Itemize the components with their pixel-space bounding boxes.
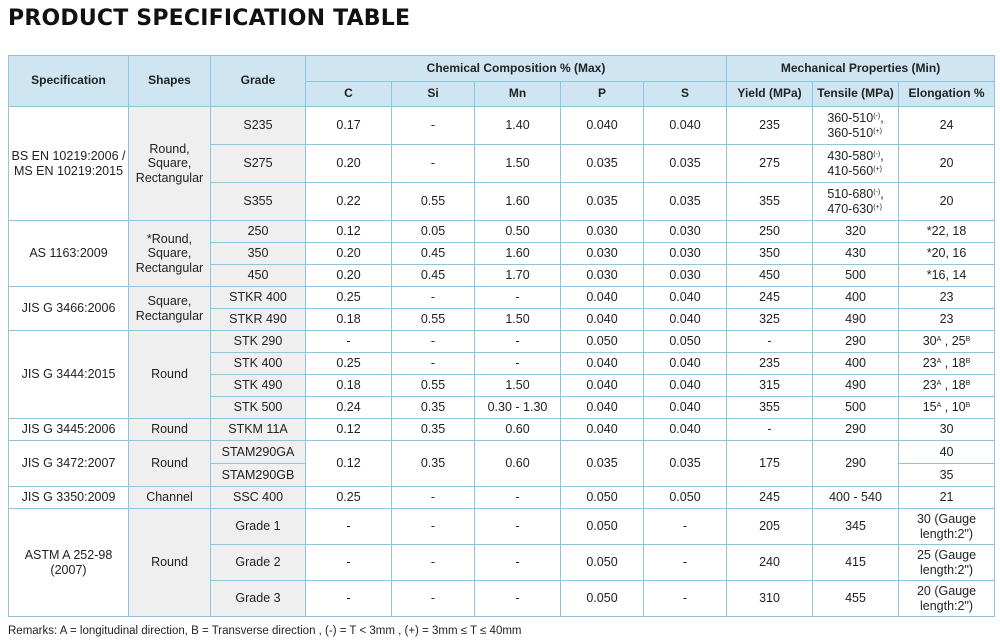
header-yield: Yield (MPa) [727, 82, 813, 107]
header-si: Si [392, 82, 475, 107]
header-s: S [644, 82, 727, 107]
mn-cell: 0.50 [475, 221, 561, 243]
table-row [9, 419, 995, 441]
c-cell: 0.20 [306, 265, 392, 287]
c-cell: - [306, 509, 392, 545]
p-cell: 0.035 [561, 441, 644, 487]
p-cell: 0.040 [561, 375, 644, 397]
tensile-cell: 360-510(-), 360-510(+) [813, 107, 899, 145]
s-cell: 0.035 [644, 183, 727, 221]
si-cell: - [392, 353, 475, 375]
header-elongation: Elongation % [899, 82, 995, 107]
spec-cell: AS 1163:2009 [9, 221, 129, 287]
s-cell: - [644, 509, 727, 545]
elongation-cell: 30 [899, 419, 995, 441]
yield-cell: 325 [727, 309, 813, 331]
p-cell: 0.035 [561, 183, 644, 221]
shape-cell: Channel [129, 487, 211, 509]
spec-cell: JIS G 3466:2006 [9, 287, 129, 331]
remarks-text: Remarks: A = longitudinal direction, B = Transverse direction , (-) = T < 3mm , (+) = 3mm ≤ T ≤ 40mm [8, 625, 522, 637]
spec-cell: ASTM A 252-98 (2007) [9, 509, 129, 617]
c-cell: 0.25 [306, 287, 392, 309]
mn-cell: 1.50 [475, 309, 561, 331]
elongation-cell: $23^A$ , $18^B$ [899, 353, 995, 375]
grade-cell: STKM 11A [211, 419, 306, 441]
si-cell: 0.35 [392, 419, 475, 441]
tensile-cell: 500 [813, 265, 899, 287]
grade-cell: 250 [211, 221, 306, 243]
mn-cell: 1.50 [475, 375, 561, 397]
yield-cell: 175 [727, 441, 813, 487]
s-cell: 0.035 [644, 441, 727, 487]
si-cell: - [392, 331, 475, 353]
mn-cell: 1.50 [475, 145, 561, 183]
table-row [9, 509, 995, 545]
yield-cell: 350 [727, 243, 813, 265]
elongation-cell: $30^A$ , $25^B$ [899, 331, 995, 353]
si-cell: 0.55 [392, 375, 475, 397]
yield-cell: 355 [727, 397, 813, 419]
s-cell: 0.050 [644, 331, 727, 353]
yield-cell: 310 [727, 581, 813, 617]
elongation-cell: 40 [899, 441, 995, 464]
p-cell: 0.030 [561, 265, 644, 287]
si-cell: 0.55 [392, 183, 475, 221]
yield-cell: - [727, 419, 813, 441]
spec-cell: JIS G 3472:2007 [9, 441, 129, 487]
spec-cell: BS EN 10219:2006 / MS EN 10219:2015 [9, 107, 129, 221]
mn-cell: 1.40 [475, 107, 561, 145]
mn-cell: - [475, 545, 561, 581]
c-cell: - [306, 545, 392, 581]
tensile-cell: 415 [813, 545, 899, 581]
p-cell: 0.050 [561, 331, 644, 353]
mn-cell: 0.60 [475, 441, 561, 487]
elongation-cell: 30 (Gauge length:2") [899, 509, 995, 545]
p-cell: 0.040 [561, 107, 644, 145]
s-cell: 0.050 [644, 487, 727, 509]
c-cell: 0.20 [306, 145, 392, 183]
s-cell: 0.040 [644, 287, 727, 309]
mn-cell: - [475, 353, 561, 375]
s-cell: 0.040 [644, 419, 727, 441]
yield-cell: 315 [727, 375, 813, 397]
s-cell: 0.040 [644, 397, 727, 419]
p-cell: 0.030 [561, 221, 644, 243]
yield-cell: 355 [727, 183, 813, 221]
spec-table [8, 55, 995, 617]
s-cell: 0.040 [644, 107, 727, 145]
shape-cell: Round, Square, Rectangular [129, 107, 211, 221]
c-cell: 0.17 [306, 107, 392, 145]
c-cell: - [306, 331, 392, 353]
table-row [9, 441, 995, 464]
p-cell: 0.040 [561, 419, 644, 441]
s-cell: 0.040 [644, 353, 727, 375]
p-cell: 0.040 [561, 353, 644, 375]
elongation-cell: 20 [899, 145, 995, 183]
tensile-cell: 510-680(-), 470-630(+) [813, 183, 899, 221]
header-specification: Specification [9, 56, 129, 107]
si-cell: - [392, 581, 475, 617]
p-cell: 0.050 [561, 487, 644, 509]
yield-cell: 235 [727, 107, 813, 145]
grade-cell: STAM290GB [211, 464, 306, 487]
yield-cell: 275 [727, 145, 813, 183]
tensile-cell: 490 [813, 375, 899, 397]
tensile-cell: 345 [813, 509, 899, 545]
tensile-cell: 430 [813, 243, 899, 265]
grade-cell: S355 [211, 183, 306, 221]
tensile-cell: 290 [813, 441, 899, 487]
header-chemical: Chemical Composition % (Max) [306, 56, 727, 82]
c-cell: 0.12 [306, 221, 392, 243]
grade-cell: 350 [211, 243, 306, 265]
si-cell: - [392, 487, 475, 509]
shape-cell: *Round, Square, Rectangular [129, 221, 211, 287]
tensile-cell: 500 [813, 397, 899, 419]
c-cell: - [306, 581, 392, 617]
c-cell: 0.12 [306, 441, 392, 487]
elongation-cell: *22, 18 [899, 221, 995, 243]
grade-cell: STK 290 [211, 331, 306, 353]
header-mechanical: Mechanical Properties (Min) [727, 56, 995, 82]
yield-cell: 250 [727, 221, 813, 243]
p-cell: 0.030 [561, 243, 644, 265]
elongation-cell: 23 [899, 287, 995, 309]
elongation-cell: $15^A$ , $10^B$ [899, 397, 995, 419]
p-cell: 0.040 [561, 287, 644, 309]
yield-cell: 245 [727, 287, 813, 309]
tensile-cell: 320 [813, 221, 899, 243]
elongation-cell: 24 [899, 107, 995, 145]
s-cell: 0.040 [644, 309, 727, 331]
tensile-cell: 290 [813, 331, 899, 353]
mn-cell: 0.60 [475, 419, 561, 441]
p-cell: 0.035 [561, 145, 644, 183]
tensile-cell: 400 - 540 [813, 487, 899, 509]
s-cell: 0.035 [644, 145, 727, 183]
grade-cell: STKR 490 [211, 309, 306, 331]
tensile-cell: 290 [813, 419, 899, 441]
si-cell: 0.55 [392, 309, 475, 331]
grade-cell: Grade 3 [211, 581, 306, 617]
header-c: C [306, 82, 392, 107]
elongation-cell: $23^A$ , $18^B$ [899, 375, 995, 397]
tensile-cell: 490 [813, 309, 899, 331]
elongation-cell: 35 [899, 464, 995, 487]
si-cell: - [392, 145, 475, 183]
si-cell: - [392, 545, 475, 581]
c-cell: 0.18 [306, 375, 392, 397]
mn-cell: - [475, 287, 561, 309]
mn-cell: - [475, 331, 561, 353]
s-cell: 0.030 [644, 243, 727, 265]
grade-cell: 450 [211, 265, 306, 287]
elongation-cell: 20 [899, 183, 995, 221]
si-cell: - [392, 509, 475, 545]
elongation-cell: 20 (Gauge length:2") [899, 581, 995, 617]
s-cell: 0.030 [644, 265, 727, 287]
yield-cell: 245 [727, 487, 813, 509]
c-cell: 0.22 [306, 183, 392, 221]
grade-cell: STKR 400 [211, 287, 306, 309]
mn-cell: 1.60 [475, 183, 561, 221]
yield-cell: - [727, 331, 813, 353]
grade-cell: SSC 400 [211, 487, 306, 509]
mn-cell: 0.30 - 1.30 [475, 397, 561, 419]
yield-cell: 205 [727, 509, 813, 545]
elongation-cell: 21 [899, 487, 995, 509]
grade-cell: STK 400 [211, 353, 306, 375]
yield-cell: 235 [727, 353, 813, 375]
header-p: P [561, 82, 644, 107]
elongation-cell: *20, 16 [899, 243, 995, 265]
spec-cell: JIS G 3350:2009 [9, 487, 129, 509]
table-row [9, 221, 995, 243]
si-cell: - [392, 107, 475, 145]
shape-cell: Round [129, 441, 211, 487]
si-cell: - [392, 287, 475, 309]
mn-cell: - [475, 487, 561, 509]
c-cell: 0.20 [306, 243, 392, 265]
grade-cell: Grade 1 [211, 509, 306, 545]
header-mn: Mn [475, 82, 561, 107]
s-cell: - [644, 545, 727, 581]
mn-cell: - [475, 581, 561, 617]
tensile-cell: 455 [813, 581, 899, 617]
si-cell: 0.05 [392, 221, 475, 243]
table-row [9, 287, 995, 309]
spec-cell: JIS G 3445:2006 [9, 419, 129, 441]
p-cell: 0.050 [561, 545, 644, 581]
grade-cell: STAM290GA [211, 441, 306, 464]
p-cell: 0.040 [561, 309, 644, 331]
mn-cell: - [475, 509, 561, 545]
c-cell: 0.12 [306, 419, 392, 441]
c-cell: 0.18 [306, 309, 392, 331]
yield-cell: 240 [727, 545, 813, 581]
shape-cell: Round [129, 509, 211, 617]
tensile-cell: 400 [813, 287, 899, 309]
elongation-cell: 23 [899, 309, 995, 331]
elongation-cell: *16, 14 [899, 265, 995, 287]
si-cell: 0.35 [392, 441, 475, 487]
tensile-cell: 430-580(-), 410-560(+) [813, 145, 899, 183]
grade-cell: STK 500 [211, 397, 306, 419]
si-cell: 0.45 [392, 265, 475, 287]
yield-cell: 450 [727, 265, 813, 287]
s-cell: - [644, 581, 727, 617]
tensile-cell: 400 [813, 353, 899, 375]
elongation-cell: 25 (Gauge length:2") [899, 545, 995, 581]
shape-cell: Round [129, 331, 211, 419]
mn-cell: 1.70 [475, 265, 561, 287]
grade-cell: STK 490 [211, 375, 306, 397]
mn-cell: 1.60 [475, 243, 561, 265]
si-cell: 0.45 [392, 243, 475, 265]
header-shapes: Shapes [129, 56, 211, 107]
grade-cell: S275 [211, 145, 306, 183]
s-cell: 0.030 [644, 221, 727, 243]
page-title: PRODUCT SPECIFICATION TABLE [8, 6, 411, 31]
grade-cell: S235 [211, 107, 306, 145]
c-cell: 0.25 [306, 353, 392, 375]
table-row [9, 107, 995, 145]
header-grade: Grade [211, 56, 306, 107]
grade-cell: Grade 2 [211, 545, 306, 581]
p-cell: 0.050 [561, 581, 644, 617]
s-cell: 0.040 [644, 375, 727, 397]
si-cell: 0.35 [392, 397, 475, 419]
header-tensile: Tensile (MPa) [813, 82, 899, 107]
c-cell: 0.24 [306, 397, 392, 419]
p-cell: 0.050 [561, 509, 644, 545]
shape-cell: Round [129, 419, 211, 441]
shape-cell: Square, Rectangular [129, 287, 211, 331]
c-cell: 0.25 [306, 487, 392, 509]
table-row [9, 331, 995, 353]
table-row [9, 487, 995, 509]
spec-cell: JIS G 3444:2015 [9, 331, 129, 419]
p-cell: 0.040 [561, 397, 644, 419]
